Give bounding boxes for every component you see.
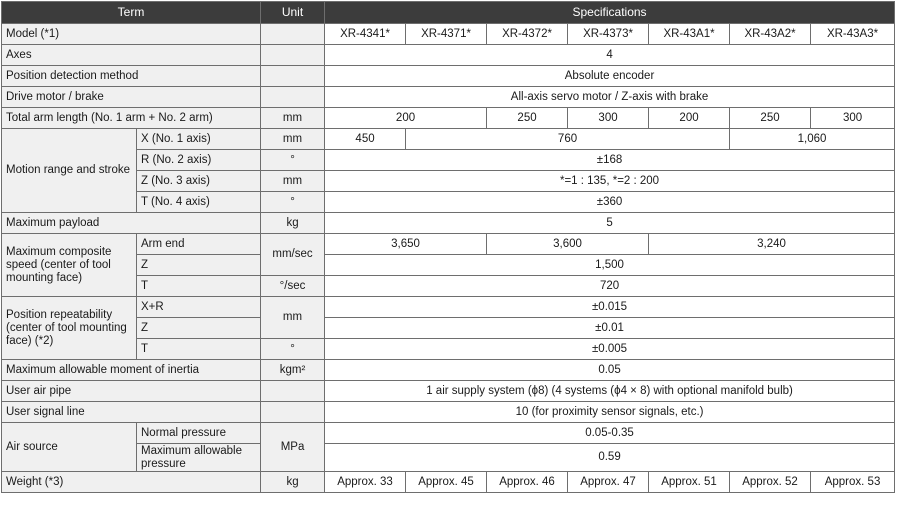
inertia-label: Maximum allowable moment of inertia [2,360,261,381]
table-row-axes [2,45,895,66]
air-normal-value: 0.05-0.35 [325,423,895,444]
table-row-repeatability-xr [2,297,895,318]
weight-value: Approx. 53 [811,472,895,493]
inertia-value: 0.05 [325,360,895,381]
speed-t-value: 720 [325,276,895,297]
arm-length-unit: mm [261,108,325,129]
header-row [2,2,895,24]
motion-x-value: 1,060 [730,129,895,150]
motion-x-label: X (No. 1 axis) [137,129,261,150]
model-value: XR-4341* [325,24,406,45]
motion-r-label: R (No. 2 axis) [137,150,261,171]
table-row-position-detection [2,66,895,87]
weight-value: Approx. 46 [487,472,568,493]
arm-length-value: 250 [487,108,568,129]
motion-x-unit: mm [261,129,325,150]
drive-motor-value: All-axis servo motor / Z-axis with brake [325,87,895,108]
motion-x-value: 760 [406,129,730,150]
table-row-speed-arm-end [2,234,895,255]
motion-x-value: 450 [325,129,406,150]
motion-t-value: ±360 [325,192,895,213]
air-pipe-unit [261,381,325,402]
table-row-arm-length [2,108,895,129]
repeatability-xr-label: X+R [137,297,261,318]
table-row-motion-x [2,129,895,150]
axes-value: 4 [325,45,895,66]
signal-line-label: User signal line [2,402,261,423]
speed-t-label: T [137,276,261,297]
signal-line-value: 10 (for proximity sensor signals, etc.) [325,402,895,423]
air-source-label: Air source [2,423,137,472]
model-value: XR-43A2* [730,24,811,45]
weight-value: Approx. 52 [730,472,811,493]
arm-length-value: 200 [325,108,487,129]
header-specifications: Specifications [325,2,895,24]
motion-t-unit: ° [261,192,325,213]
max-payload-label: Maximum payload [2,213,261,234]
repeatability-label: Position repeatability (center of tool mounting face) (*2) [2,297,137,360]
air-source-unit: MPa [261,423,325,472]
repeatability-unit: mm [261,297,325,339]
speed-arm-end-value: 3,240 [649,234,895,255]
table-row-air-normal [2,423,895,444]
motion-z-unit: mm [261,171,325,192]
specifications-table [1,1,895,493]
max-payload-value: 5 [325,213,895,234]
position-detection-value: Absolute encoder [325,66,895,87]
model-value: XR-43A1* [649,24,730,45]
model-unit [261,24,325,45]
arm-length-value: 200 [649,108,730,129]
table-row-air-pipe [2,381,895,402]
arm-length-value: 300 [568,108,649,129]
air-pipe-label: User air pipe [2,381,261,402]
speed-unit: mm/sec [261,234,325,276]
position-detection-unit [261,66,325,87]
speed-z-value: 1,500 [325,255,895,276]
motion-range-label: Motion range and stroke [2,129,137,213]
model-value: XR-4371* [406,24,487,45]
axes-unit [261,45,325,66]
speed-arm-end-value: 3,600 [487,234,649,255]
model-value: XR-43A3* [811,24,895,45]
weight-unit: kg [261,472,325,493]
header-unit: Unit [261,2,325,24]
max-payload-unit: kg [261,213,325,234]
air-maximum-label: Maximum allowable pressure [137,444,261,472]
repeatability-t-value: ±0.005 [325,339,895,360]
repeatability-z-value: ±0.01 [325,318,895,339]
table-row-weight [2,472,895,493]
speed-t-unit: °/sec [261,276,325,297]
motion-t-label: T (No. 4 axis) [137,192,261,213]
header-term: Term [2,2,261,24]
model-value: XR-4373* [568,24,649,45]
weight-value: Approx. 33 [325,472,406,493]
composite-speed-label: Maximum composite speed (center of tool mounting face) [2,234,137,297]
air-pipe-value: 1 air supply system (ϕ8) (4 systems (ϕ4 × 8) with optional manifold bulb) [325,381,895,402]
speed-z-label: Z [137,255,261,276]
motion-z-label: Z (No. 3 axis) [137,171,261,192]
axes-label: Axes [2,45,261,66]
repeatability-z-label: Z [137,318,261,339]
drive-motor-unit [261,87,325,108]
repeatability-t-label: T [137,339,261,360]
motion-r-value: ±168 [325,150,895,171]
model-label: Model (*1) [2,24,261,45]
motion-z-value: *=1 : 135, *=2 : 200 [325,171,895,192]
weight-value: Approx. 47 [568,472,649,493]
table-row-inertia [2,360,895,381]
weight-value: Approx. 45 [406,472,487,493]
weight-value: Approx. 51 [649,472,730,493]
speed-arm-end-label: Arm end [137,234,261,255]
weight-label: Weight (*3) [2,472,261,493]
motion-r-unit: ° [261,150,325,171]
arm-length-label: Total arm length (No. 1 arm + No. 2 arm) [2,108,261,129]
drive-motor-label: Drive motor / brake [2,87,261,108]
table-row-max-payload [2,213,895,234]
arm-length-value: 300 [811,108,895,129]
arm-length-value: 250 [730,108,811,129]
table-row-signal-line [2,402,895,423]
inertia-unit: kgm² [261,360,325,381]
signal-line-unit [261,402,325,423]
position-detection-label: Position detection method [2,66,261,87]
air-maximum-value: 0.59 [325,444,895,472]
repeatability-t-unit: ° [261,339,325,360]
air-normal-label: Normal pressure [137,423,261,444]
table-row-drive-motor [2,87,895,108]
speed-arm-end-value: 3,650 [325,234,487,255]
table-row-model [2,24,895,45]
model-value: XR-4372* [487,24,568,45]
repeatability-xr-value: ±0.015 [325,297,895,318]
